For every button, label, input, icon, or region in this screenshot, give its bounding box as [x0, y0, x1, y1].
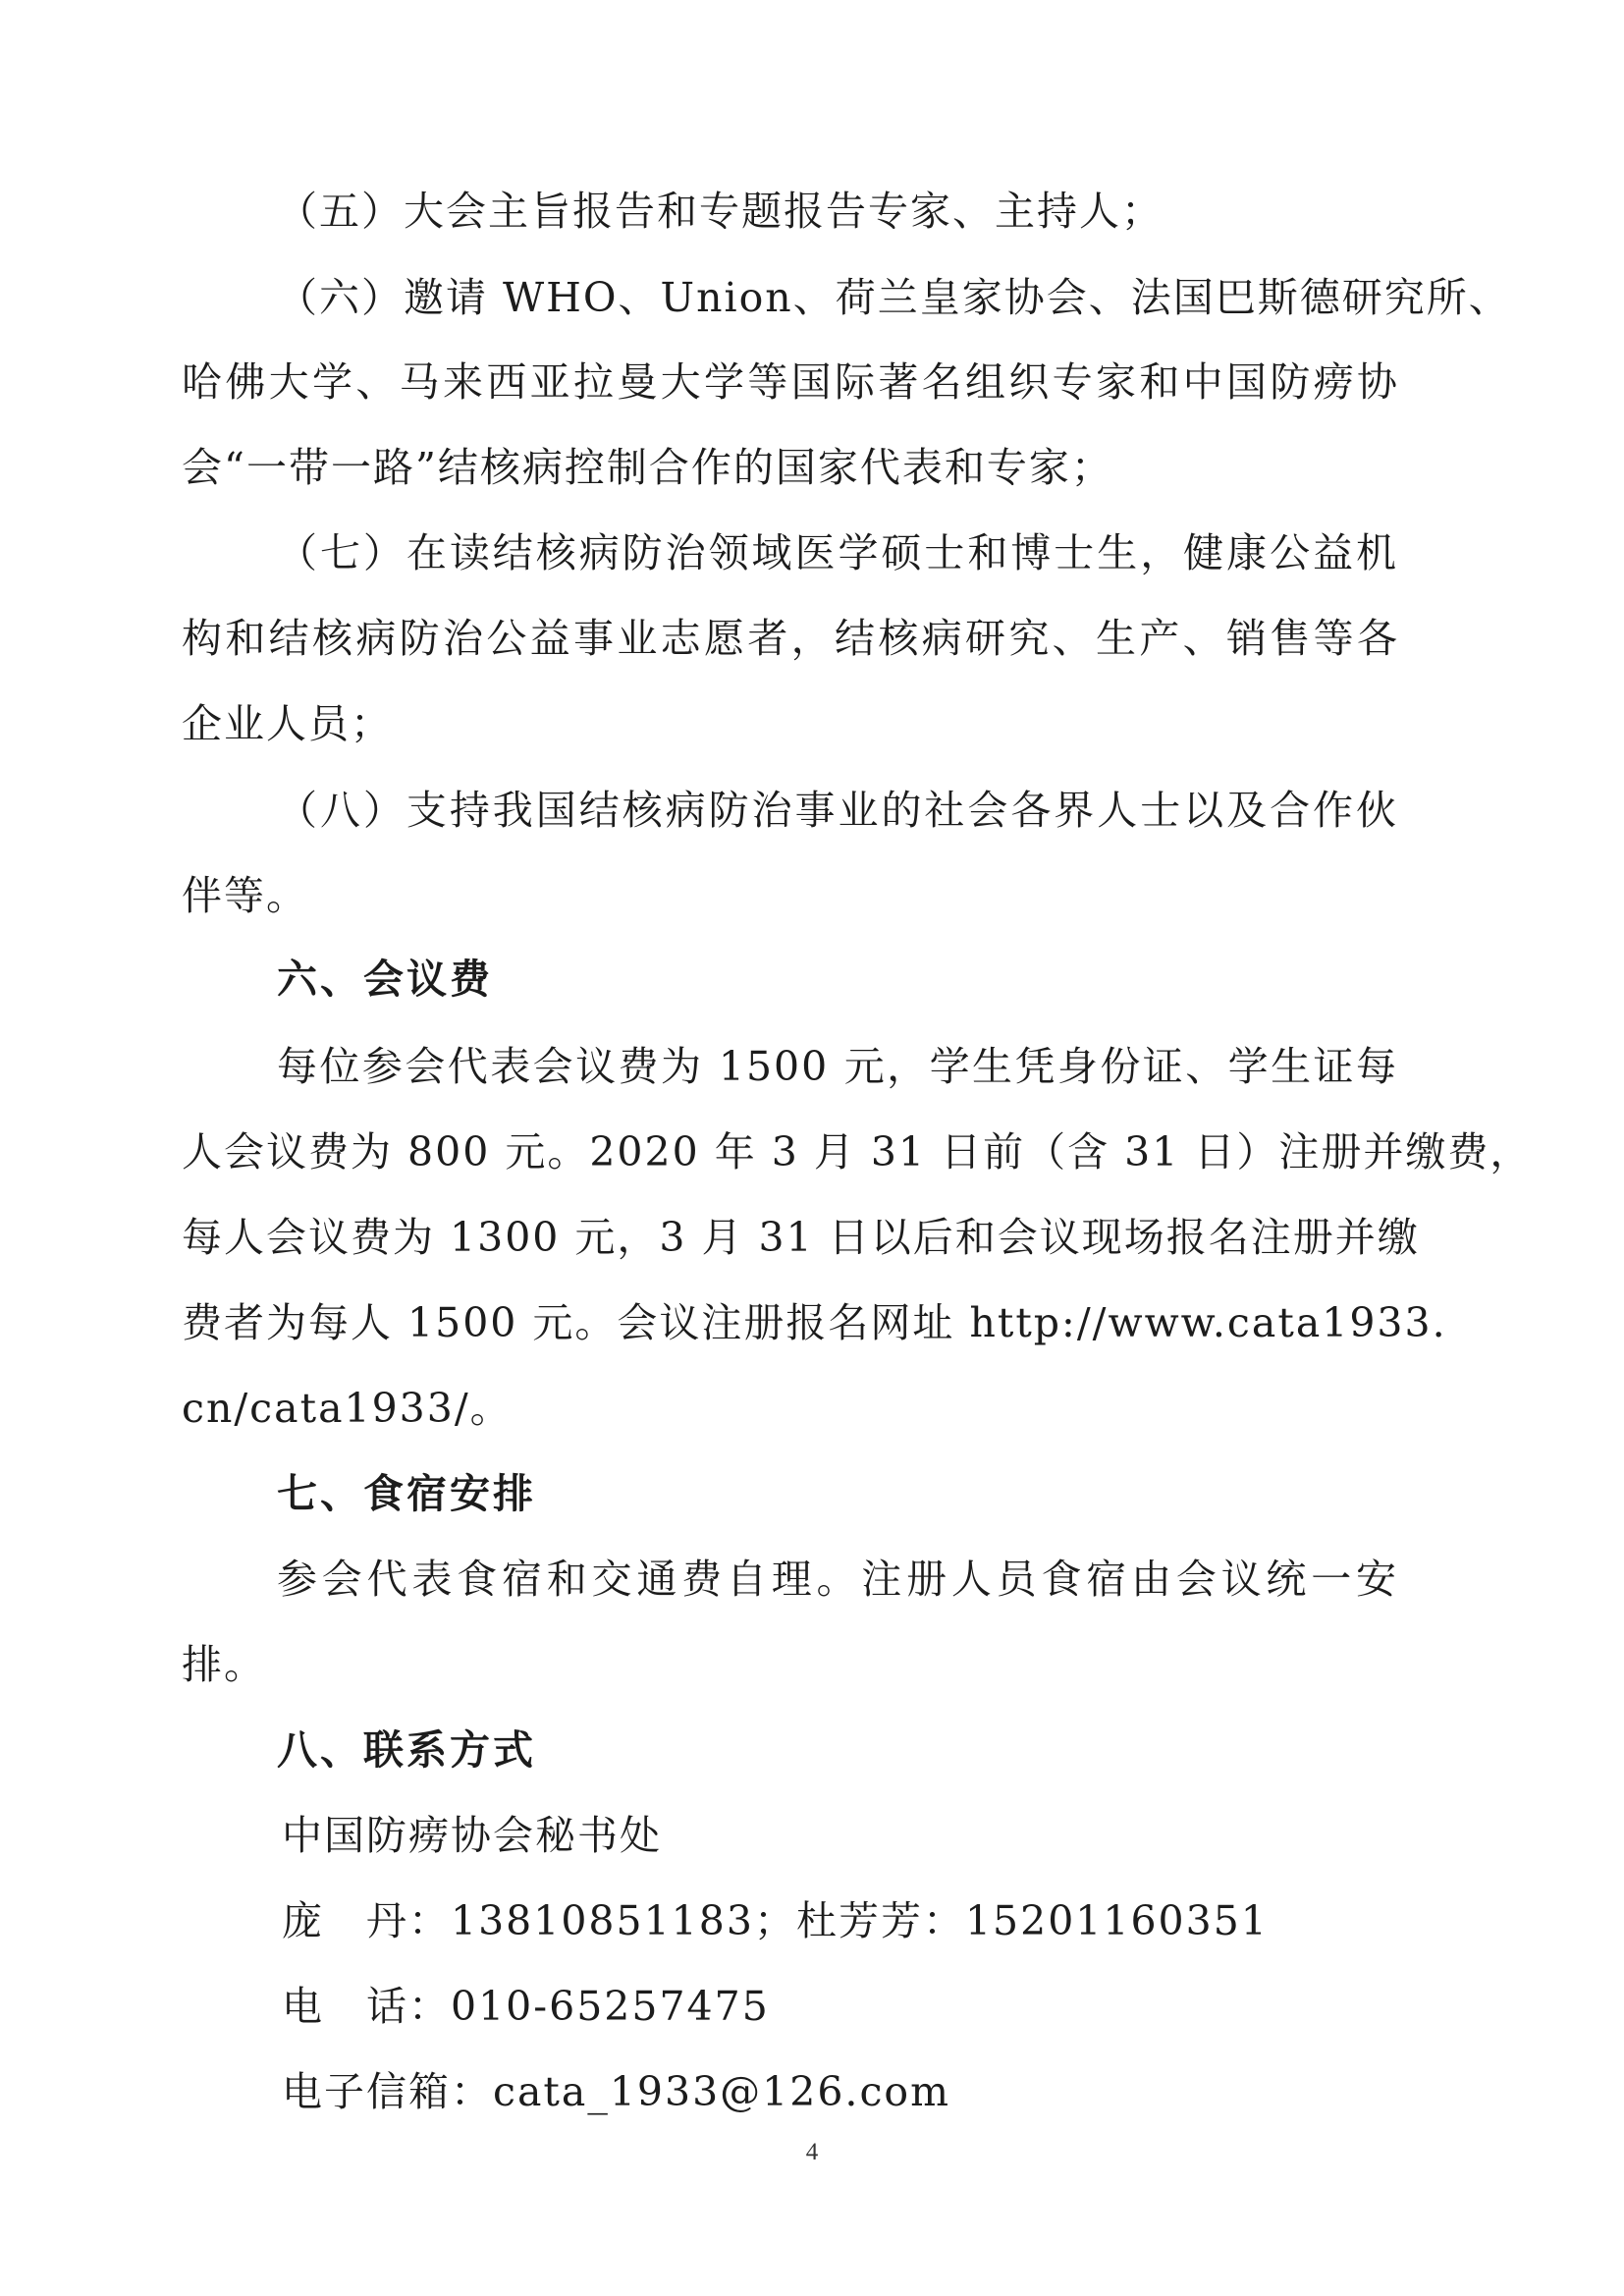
contact-email: 电子信箱：cata_1933@126.com [282, 2068, 950, 2115]
fee-line-5: cn/cata1933/。 [182, 1385, 513, 1432]
section-heading-lodging: 七、食宿安排 [277, 1470, 536, 1517]
fee-line-4: 费者为每人 1500 元。会议注册报名网址 http://www.cata1933. [182, 1299, 1447, 1346]
paragraph-item-8-line-1: （八）支持我国结核病防治事业的社会各界人士以及合作伙 [277, 787, 1398, 834]
section-heading-fee: 六、会议费 [277, 956, 493, 1003]
section-heading-contact: 八、联系方式 [277, 1726, 536, 1774]
fee-line-2: 人会议费为 800 元。2020 年 3 月 31 日前（含 31 日）注册并缴费， [182, 1128, 1533, 1175]
paragraph-item-6-line-1: （六）邀请 WHO、Union、荷兰皇家协会、法国巴斯德研究所、 [277, 274, 1511, 321]
paragraph-item-8-line-2: 伴等。 [182, 872, 308, 919]
contact-people: 庞 丹：13810851183；杜芳芳：15201160351 [282, 1897, 1269, 1944]
paragraph-item-6-line-2: 哈佛大学、马来西亚拉曼大学等国际著名组织专家和中国防痨协 [182, 358, 1399, 406]
paragraph-item-7-line-1: （七）在读结核病防治领域医学硕士和博士生，健康公益机 [277, 529, 1398, 576]
paragraph-item-7-line-2: 构和结核病防治公益事业志愿者，结核病研究、生产、销售等各 [182, 615, 1399, 662]
lodging-line-1: 参会代表食宿和交通费自理。注册人员食宿由会议统一安 [277, 1556, 1398, 1603]
paragraph-item-7-line-3: 企业人员； [182, 700, 393, 747]
paragraph-item-6-line-3: 会“一带一路”结核病控制合作的国家代表和专家； [182, 444, 1113, 491]
paragraph-item-5: （五）大会主旨报告和专题报告专家、主持人； [277, 188, 1164, 235]
contact-organization: 中国防痨协会秘书处 [282, 1812, 662, 1859]
fee-line-1: 每位参会代表会议费为 1500 元，学生凭身份证、学生证每 [277, 1043, 1398, 1090]
lodging-line-2: 排。 [182, 1641, 266, 1688]
fee-line-3: 每人会议费为 1300 元，3 月 31 日以后和会议现场报名注册并缴 [182, 1214, 1420, 1261]
page-number: 4 [805, 2139, 819, 2165]
contact-phone: 电 话：010-65257475 [282, 1983, 770, 2030]
